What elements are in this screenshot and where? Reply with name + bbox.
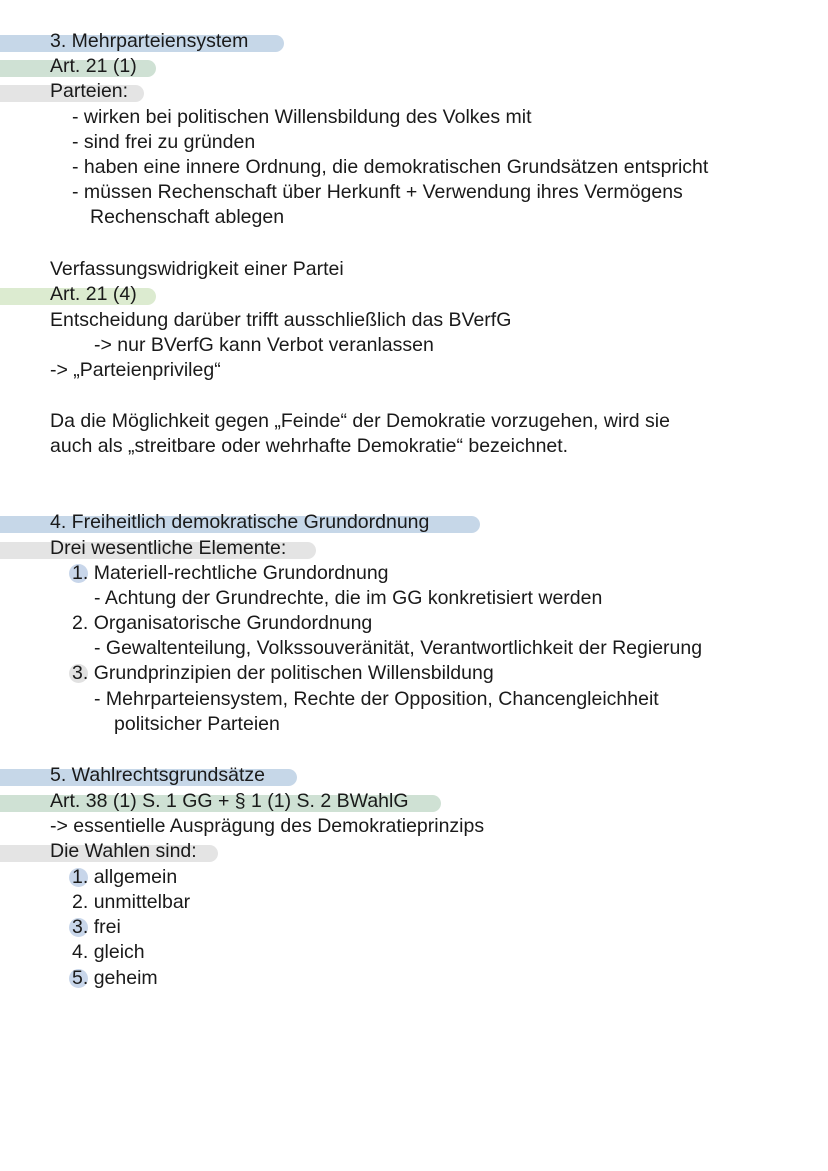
section3-decision: Entscheidung darüber trifft ausschließlich das BVerfG	[50, 309, 512, 331]
section5-item: 5. geheim	[72, 966, 158, 991]
section5-item: 2. unmittelbar	[72, 891, 191, 913]
section3-article: Art. 21 (1)	[50, 54, 137, 79]
section5-arrow: -> essentielle Ausprägung des Demokratieprinzips	[50, 815, 485, 837]
section3-sub-article: Art. 21 (4)	[50, 282, 137, 307]
section3-bullet: - müssen Rechenschaft über Herkunft + Verwendung ihres Vermögens	[72, 181, 683, 203]
section3-bullet: - haben eine innere Ordnung, die demokratischen Grundsätzen entspricht	[72, 156, 709, 178]
section5-article: Art. 38 (1) S. 1 GG + § 1 (1) S. 2 BWahlG	[50, 789, 409, 814]
section4-label: Drei wesentliche Elemente:	[50, 536, 286, 561]
section4-item-detail: - Mehrparteiensystem, Rechte der Opposition, Chancengleichheit	[94, 688, 659, 710]
section5-heading: 5. Wahlrechtsgrundsätze	[50, 763, 265, 788]
section3-bullet: - wirken bei politischen Willensbildung des Volkes mit	[72, 106, 532, 128]
section4-item: 3. Grundprinzipien der politischen Willensbildung	[72, 661, 494, 686]
section3-label: Parteien:	[50, 79, 128, 104]
section4-heading: 4. Freiheitlich demokratische Grundordnung	[50, 510, 429, 535]
section3-arrow: -> nur BVerfG kann Verbot veranlassen	[94, 334, 434, 356]
section4-item-detail: - Gewaltenteilung, Volkssouveränität, Verantwortlichkeit der Regierung	[94, 637, 703, 659]
section3-arrow: -> „Parteienprivileg“	[50, 359, 221, 381]
section4-item: 2. Organisatorische Grundordnung	[72, 612, 373, 634]
section3-paragraph: auch als „streitbare oder wehrhafte Demokratie“ bezeichnet.	[50, 435, 569, 457]
section3-paragraph: Da die Möglichkeit gegen „Feinde“ der Demokratie vorzugehen, wird sie	[50, 410, 670, 432]
section3-bullet-continuation: Rechenschaft ablegen	[90, 206, 285, 228]
section3-heading: 3. Mehrparteiensystem	[50, 29, 248, 54]
section4-item: 1. Materiell-rechtliche Grundordnung	[72, 561, 389, 586]
section4-item-detail: - Achtung der Grundrechte, die im GG konkretisiert werden	[94, 587, 603, 609]
section4-item-detail-continuation: politsicher Parteien	[114, 713, 280, 735]
section5-label: Die Wahlen sind:	[50, 839, 197, 864]
section5-item: 4. gleich	[72, 941, 145, 963]
section5-item: 1. allgemein	[72, 865, 177, 890]
section5-item: 3. frei	[72, 915, 121, 940]
section3-bullet: - sind frei zu gründen	[72, 131, 256, 153]
section3-sub-heading: Verfassungswidrigkeit einer Partei	[50, 258, 344, 280]
